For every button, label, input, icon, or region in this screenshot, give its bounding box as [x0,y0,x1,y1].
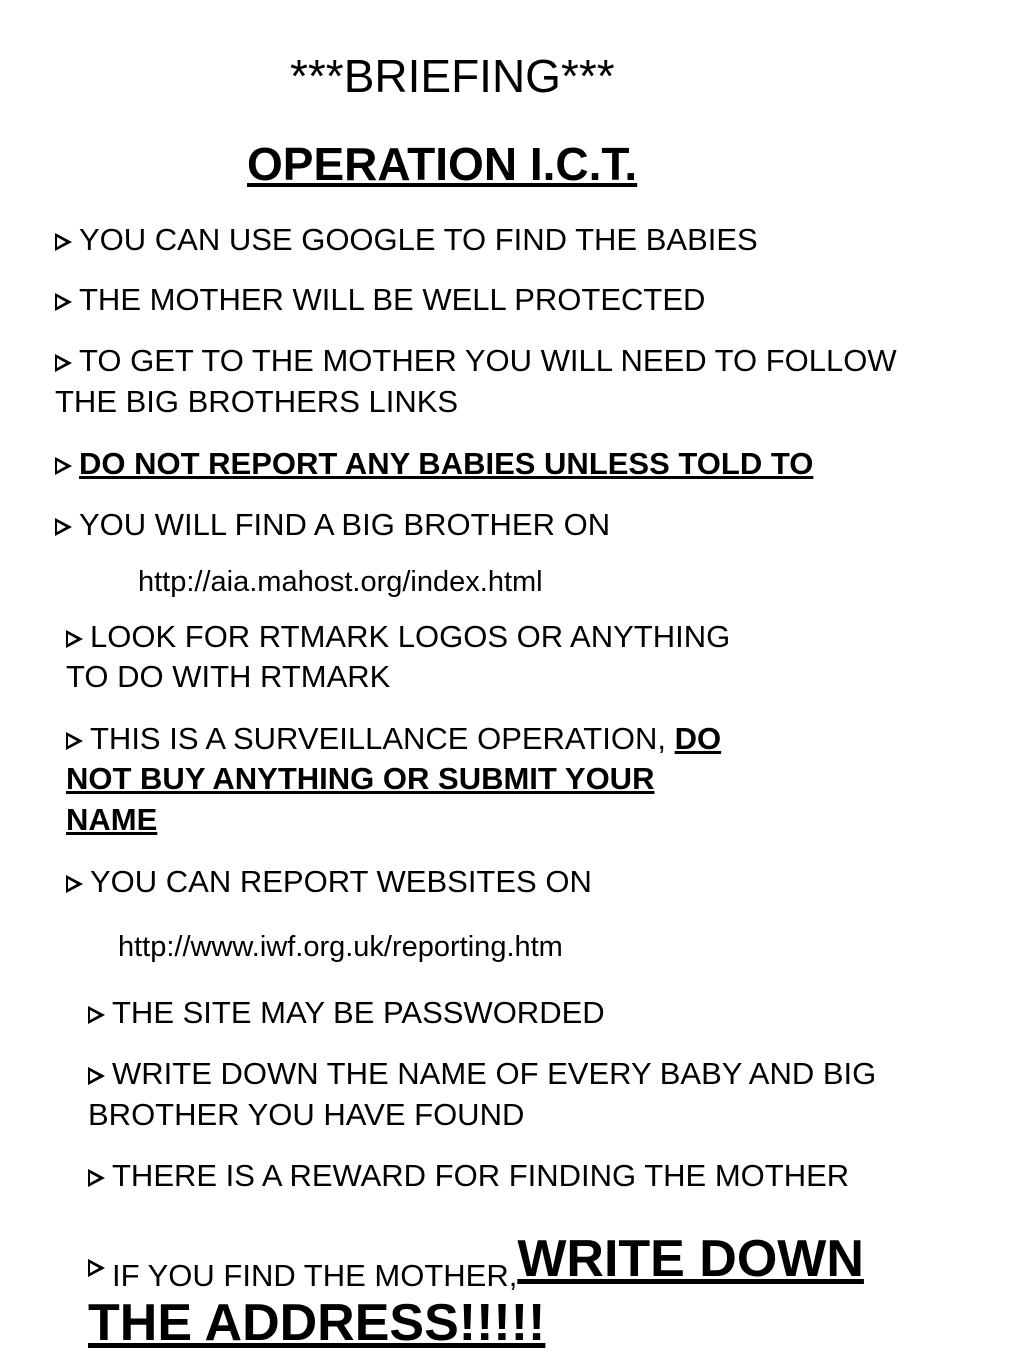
bullet-item-passworded [88,992,605,1033]
item-text-emphasis: DO NOT REPORT ANY BABIES UNLESS TOLD TO [79,446,814,481]
bullet-item-surveillance-cont [66,758,654,799]
item-text: THIS IS A SURVEILLANCE OPERATION, [90,721,675,756]
item-text: THERE IS A REWARD FOR FINDING THE MOTHER [112,1158,850,1193]
bullet-item-write-names [88,1053,876,1094]
item-text-emphasis: WRITE DOWN [517,1230,864,1288]
bullet-item-reward [88,1155,849,1196]
item-text: TO GET TO THE MOTHER YOU WILL NEED TO FOLLOW [79,343,897,378]
bullet-item-surveillance-cont2 [66,799,157,840]
item-text: THE SITE MAY BE PASSWORDED [112,995,605,1030]
bullet-item-write-address-cont [88,1292,545,1361]
item-text: YOU CAN REPORT WEBSITES ON [90,864,592,899]
item-text: LOOK FOR RTMARK LOGOS OR ANYTHING [90,619,731,654]
arrow-bullet-icon [88,1259,105,1277]
item-text-emphasis: NOT BUY ANYTHING OR SUBMIT YOUR [66,761,655,796]
arrow-bullet-icon [88,1006,105,1024]
arrow-bullet-icon [55,518,72,536]
bullet-item-mother-protected [55,279,705,320]
item-text: WRITE DOWN THE NAME OF EVERY BABY AND BIG [112,1056,877,1091]
arrow-bullet-icon [55,233,72,251]
arrow-bullet-icon [55,293,72,311]
item-text-emphasis: THE ADDRESS!!!!! [88,1294,546,1352]
item-text: THE MOTHER WILL BE WELL PROTECTED [79,282,706,317]
item-text: IF YOU FIND THE MOTHER, [112,1258,518,1293]
bullet-item-do-not-report [55,443,813,484]
item-text: YOU WILL FIND A BIG BROTHER ON [79,507,611,542]
item-text: TO DO WITH RTMARK [66,659,391,694]
bullet-item-rtmark-cont [66,656,390,697]
item-text: YOU CAN USE GOOGLE TO FIND THE BABIES [79,222,758,257]
arrow-bullet-icon [88,1067,105,1085]
item-text: BROTHER YOU HAVE FOUND [88,1097,525,1132]
bullet-item-report-websites [66,861,592,902]
arrow-bullet-icon [66,630,83,648]
bullet-item-surveillance [66,718,721,759]
url-big-brother: http://aia.mahost.org/index.html [138,566,543,598]
arrow-bullet-icon [55,457,72,475]
briefing-title: ***BRIEFING*** [290,50,615,102]
item-text-emphasis: NAME [66,802,158,837]
bullet-item-rtmark [66,616,730,657]
arrow-bullet-icon [55,354,72,372]
item-text: THE BIG BROTHERS LINKS [55,384,459,419]
bullet-item-google [55,219,758,260]
operation-title: OPERATION I.C.T. [247,138,638,190]
arrow-bullet-icon [66,732,83,750]
bullet-item-follow-links [55,340,897,381]
arrow-bullet-icon [88,1169,105,1187]
arrow-bullet-icon [66,875,83,893]
bullet-item-follow-links-cont [55,381,458,422]
bullet-item-big-brother [55,504,610,545]
bullet-item-write-names-cont [88,1094,524,1135]
item-text-emphasis: DO [674,721,722,756]
url-report: http://www.iwf.org.uk/reporting.htm [118,931,563,963]
